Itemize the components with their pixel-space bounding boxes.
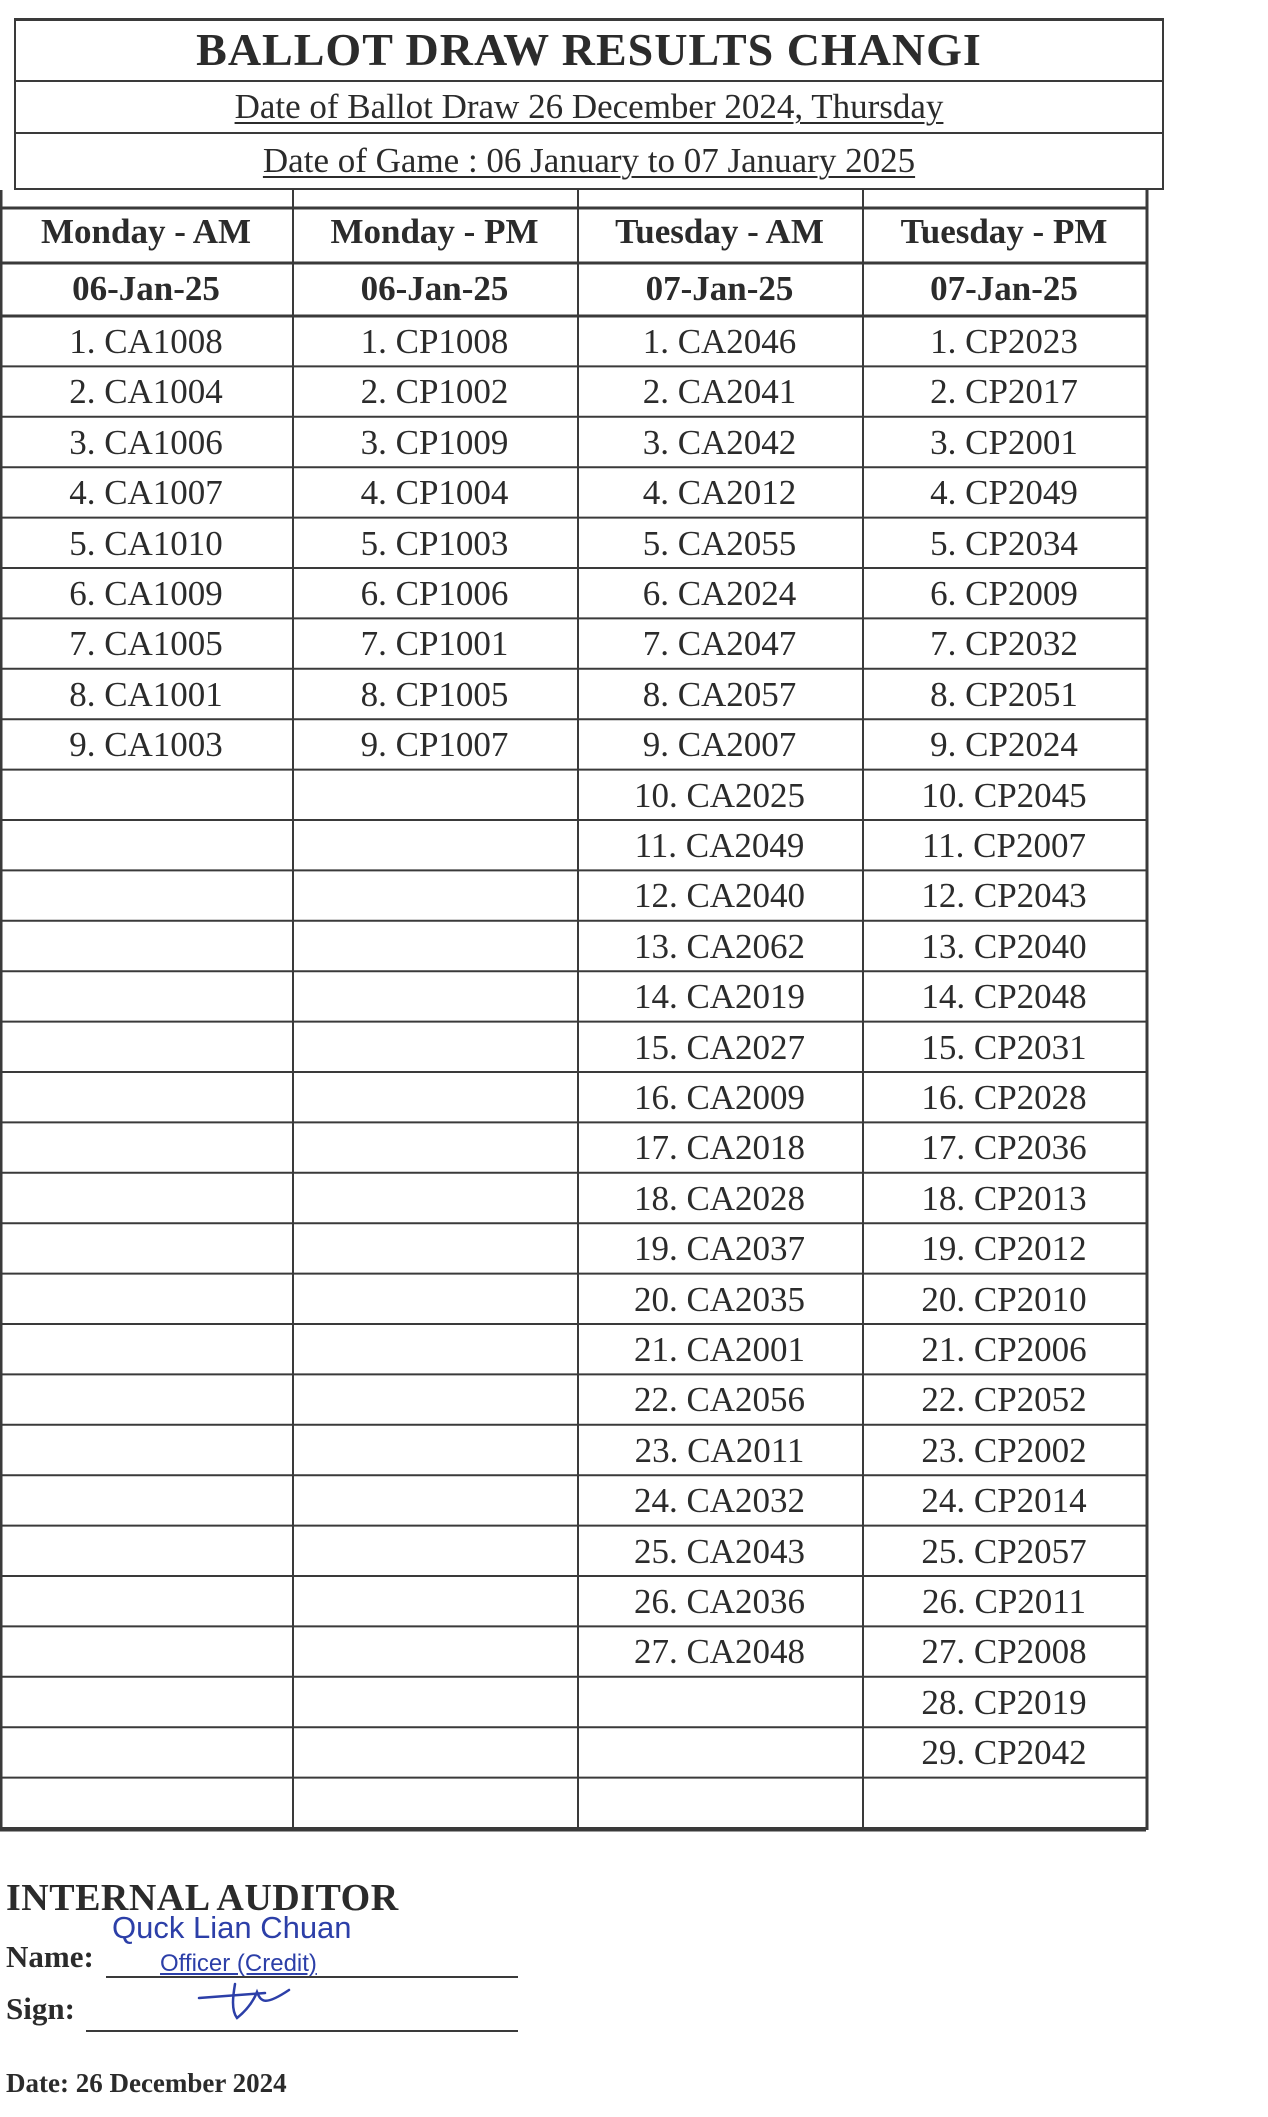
ballot-entry: 26. CA2036 xyxy=(633,1582,806,1621)
ballot-entry: 14. CA2019 xyxy=(633,977,806,1017)
ballot-entry: 6. CA1009 xyxy=(69,574,223,613)
page-title: BALLOT DRAW RESULTS CHANGI xyxy=(196,24,982,75)
ballot-entry: 5. CP2034 xyxy=(930,523,1078,563)
sign-line xyxy=(86,2030,518,2032)
ballot-entry: 6. CP1006 xyxy=(360,574,509,613)
ballot-entry: 2. CP2017 xyxy=(930,372,1078,412)
ballot-entry: 19. CP2012 xyxy=(921,1229,1087,1269)
ballot-entry: 12. CA2040 xyxy=(633,876,806,916)
ballot-entry: 20. CA2035 xyxy=(633,1279,806,1319)
ballot-entry: 4. CP1004 xyxy=(360,473,509,513)
ballot-entry: 4. CP2049 xyxy=(930,473,1078,513)
ballot-entry: 20. CP2010 xyxy=(921,1279,1087,1319)
ballot-entry: 11. CP2007 xyxy=(921,826,1086,865)
ballot-entry: 17. CP2036 xyxy=(921,1128,1087,1168)
results-table xyxy=(0,190,1168,1860)
ballot-entry: 18. CP2013 xyxy=(921,1178,1087,1218)
column-date-header: 06-Jan-25 xyxy=(72,269,220,308)
ballot-entry: 6. CA2024 xyxy=(642,574,797,613)
handwritten-name: Quck Lian Chuan xyxy=(112,1910,352,1945)
ballot-entry: 3. CA2042 xyxy=(642,422,797,462)
ballot-entry: 14. CP2048 xyxy=(921,977,1087,1017)
ballot-entry: 28. CP2019 xyxy=(921,1682,1087,1722)
ballot-entry: 13. CA2062 xyxy=(633,926,806,966)
column-date-header: 06-Jan-25 xyxy=(360,269,509,308)
ballot-entry: 24. CA2032 xyxy=(633,1481,806,1521)
sign-label: Sign: xyxy=(6,1991,75,2026)
ballot-entry: 23. CA2011 xyxy=(634,1430,805,1470)
ballot-entry: 17. CA2018 xyxy=(633,1128,806,1168)
ballot-entry: 23. CP2002 xyxy=(921,1430,1087,1470)
ballot-entry: 9. CP1007 xyxy=(360,725,509,765)
draw-date-row xyxy=(14,82,1164,134)
ballot-entry: 2. CP1002 xyxy=(360,372,509,412)
title-row xyxy=(14,18,1164,82)
ballot-entry: 25. CP2057 xyxy=(921,1531,1087,1571)
ballot-entry: 24. CP2014 xyxy=(921,1481,1087,1521)
game-date-range: Date of Game : 06 January to 07 January 2025 xyxy=(262,141,916,180)
ballot-entry: 8. CA1001 xyxy=(69,674,223,714)
ballot-entry: 25. CA2043 xyxy=(633,1531,806,1571)
ballot-entry: 1. CP2023 xyxy=(930,322,1078,361)
ballot-entry: 3. CA1006 xyxy=(69,422,223,462)
column-session-header: Tuesday - PM xyxy=(900,212,1108,251)
ballot-entry: 4. CA2012 xyxy=(642,473,797,513)
ballot-entry: 9. CP2024 xyxy=(930,725,1078,765)
ballot-entry: 5. CA1010 xyxy=(69,523,223,563)
ballot-entry: 8. CA2057 xyxy=(642,674,797,714)
ballot-entry: 7. CP2032 xyxy=(930,624,1078,664)
ballot-entry: 27. CP2008 xyxy=(921,1632,1087,1672)
ballot-entry: 2. CA1004 xyxy=(69,372,223,412)
column-date-header: 07-Jan-25 xyxy=(645,269,794,308)
ballot-entry: 15. CA2027 xyxy=(633,1027,806,1067)
ballot-entry: 8. CP1005 xyxy=(360,674,509,714)
ballot-entry: 11. CA2049 xyxy=(634,826,805,865)
ballot-entry: 12. CP2043 xyxy=(921,876,1087,916)
ballot-entry: 7. CA2047 xyxy=(642,624,797,664)
ballot-entry: 1. CP1008 xyxy=(360,322,509,361)
ballot-entry: 10. CP2045 xyxy=(921,775,1087,815)
ballot-entry: 7. CP1001 xyxy=(360,624,509,664)
ballot-entry: 21. CP2006 xyxy=(921,1330,1087,1369)
ballot-entry: 13. CP2040 xyxy=(921,926,1087,966)
ballot-entry: 16. CA2009 xyxy=(633,1078,806,1117)
ballot-entry: 22. CA2056 xyxy=(633,1380,806,1420)
ballot-entry: 4. CA1007 xyxy=(69,473,223,513)
ballot-entry: 29. CP2042 xyxy=(921,1733,1087,1773)
ballot-entry: 2. CA2041 xyxy=(642,372,797,412)
ballot-entry: 15. CP2031 xyxy=(921,1027,1087,1067)
signature-mark xyxy=(195,1980,305,2024)
ballot-entry: 5. CP1003 xyxy=(360,523,509,563)
ballot-entry: 1. CA1008 xyxy=(69,322,223,361)
ballot-entry: 9. CA1003 xyxy=(69,725,223,765)
handwritten-title: Officer (Credit) xyxy=(160,1950,317,1977)
ballot-entry: 6. CP2009 xyxy=(930,574,1078,613)
ballot-entry: 1. CA2046 xyxy=(642,322,797,361)
internal-auditor-heading: INTERNAL AUDITOR xyxy=(6,1877,399,1919)
ballot-entry: 19. CA2037 xyxy=(633,1229,806,1269)
ballot-entry: 10. CA2025 xyxy=(633,775,806,815)
ballot-entry: 16. CP2028 xyxy=(921,1078,1087,1117)
ballot-entry: 3. CP2001 xyxy=(930,422,1078,462)
signing-date: Date: 26 December 2024 xyxy=(6,2068,287,2098)
ballot-entry: 8. CP2051 xyxy=(930,674,1078,714)
ballot-entry: 3. CP1009 xyxy=(360,422,509,462)
ballot-entry: 7. CA1005 xyxy=(69,624,223,664)
ballot-entry: 5. CA2055 xyxy=(642,523,797,563)
game-date-row xyxy=(14,134,1164,190)
ballot-entry: 18. CA2028 xyxy=(633,1178,806,1218)
column-session-header: Tuesday - AM xyxy=(615,212,824,251)
column-session-header: Monday - PM xyxy=(330,212,539,251)
column-session-header: Monday - AM xyxy=(41,212,251,251)
ballot-entry: 21. CA2001 xyxy=(633,1330,806,1369)
ballot-entry: 22. CP2052 xyxy=(921,1380,1087,1420)
ballot-entry: 9. CA2007 xyxy=(642,725,797,765)
ballot-draw-date: Date of Ballot Draw 26 December 2024, Thursday xyxy=(234,87,944,126)
name-label: Name: xyxy=(6,1939,94,1974)
column-date-header: 07-Jan-25 xyxy=(930,269,1078,308)
ballot-entry: 26. CP2011 xyxy=(921,1582,1086,1621)
ballot-entry: 27. CA2048 xyxy=(633,1632,806,1672)
